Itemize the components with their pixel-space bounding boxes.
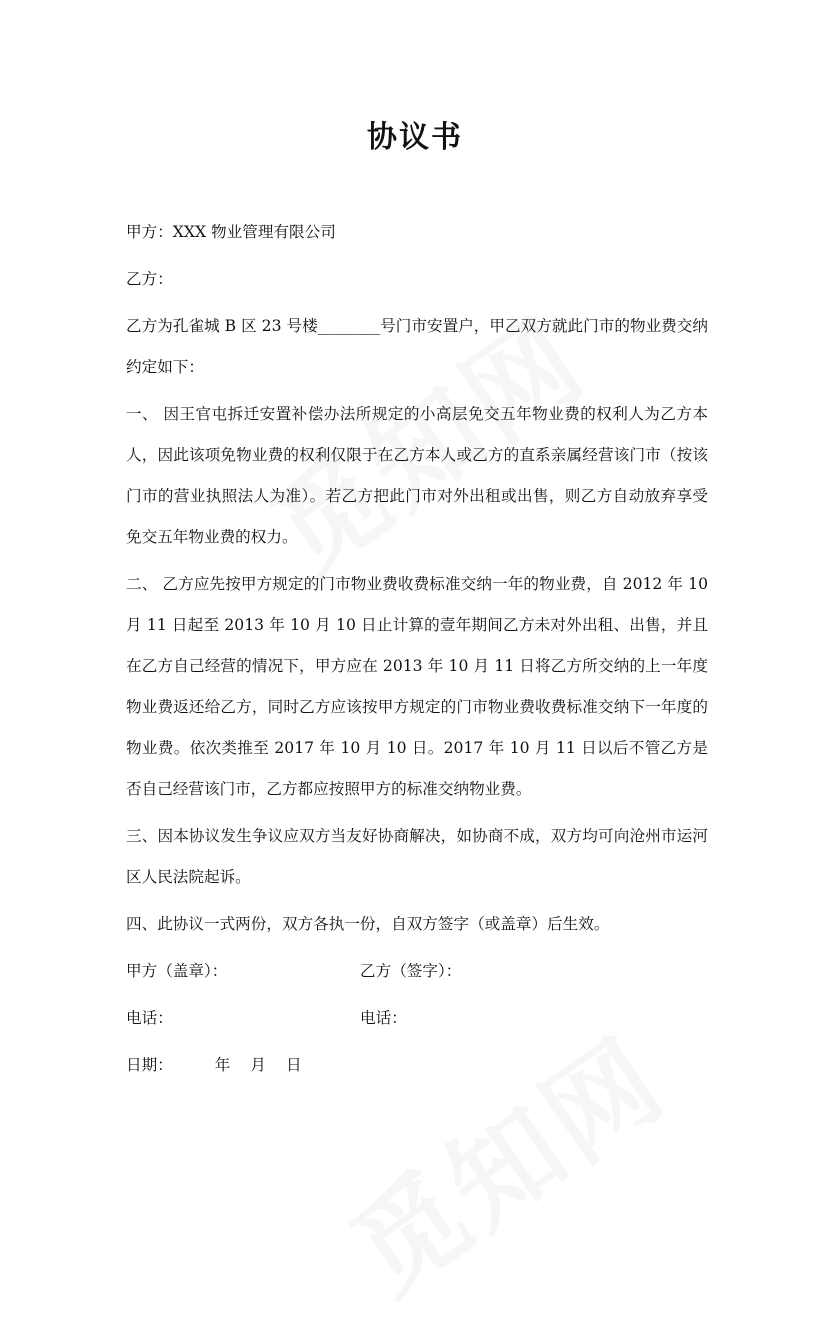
clause-4: 四、此协议一式两份，双方各执一份，自双方签字（或盖章）后生效。: [126, 915, 610, 933]
date-year: 年: [214, 1056, 231, 1074]
signature-row: [126, 951, 708, 992]
party-b-phone-label: 电话：: [360, 1009, 407, 1027]
party-a-line: 甲方：XXX 物业管理有限公司: [126, 223, 336, 241]
intro-paragraph: 乙方为孔雀城 B 区 23 号楼________号门市安置户，甲乙双方就此门市的物业费交纳约定如下：: [126, 317, 708, 376]
clause-2: 二、 乙方应先按甲方规定的门市物业费收费标准交纳一年的物业费，自 2012 年 10 月 11 日起至 2013 年 10 月 10 日止计算的壹年期间乙方未对外出租、出售，并且在乙方自己经营的情况下，甲方应在 2013 年 10 月 11 日将乙方所交纳的上一年度物业费返还给乙方，同时乙方应该按甲方规定的门市物业费收费标准交纳下一年度的物业费。依次类推至 2017 年 10 月 10 日。2017 年 10 月 11 日以后不管乙方是否自己经营该门市，乙方都应按照甲方的标准交纳物业费。: [126, 575, 708, 798]
party-a-phone-label: 电话：: [126, 1009, 173, 1027]
party-a-seal-label: 甲方（盖章）：: [126, 962, 228, 980]
clause-1: 一、 因王官屯拆迁安置补偿办法所规定的小高层免交五年物业费的权利人为乙方本人，因此该项免物业费的权利仅限于在乙方本人或乙方的直系亲属经营该门市（按该门市的营业执照法人为准）。若乙方把此门市对外出租或出售，则乙方自动放弃享受免交五年物业费的权力。: [126, 405, 708, 546]
date-month: 月: [250, 1056, 267, 1074]
clause-3: 三、因本协议发生争议应双方当友好协商解决，如协商不成，双方均可向沧州市运河区人民法院起诉。: [126, 827, 708, 886]
document-body: [126, 212, 708, 1086]
date-label: 日期：: [126, 1056, 173, 1074]
party-b-sign-label: 乙方（签字）：: [360, 962, 462, 980]
document-title: 协议书: [367, 120, 463, 155]
date-row: [126, 1045, 708, 1086]
party-b-line: 乙方：: [126, 270, 173, 288]
date-day: 日: [286, 1056, 302, 1074]
phone-row: [126, 998, 708, 1039]
